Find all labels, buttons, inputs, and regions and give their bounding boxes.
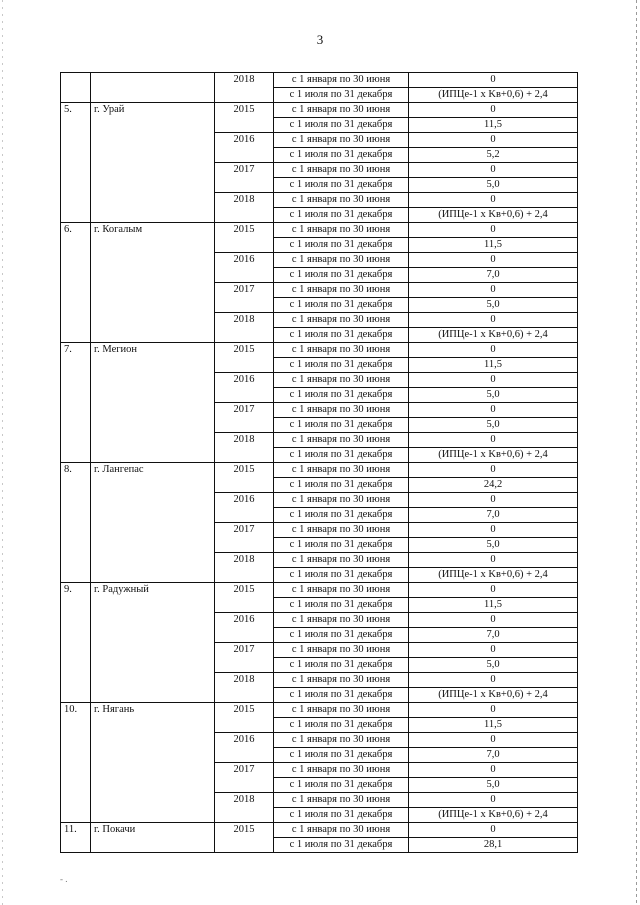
value-cell: 0 <box>409 793 578 808</box>
table-row <box>61 703 578 718</box>
value-cell: 0 <box>409 583 578 598</box>
value-cell: 0 <box>409 283 578 298</box>
year-cell: 2017 <box>215 403 274 433</box>
value-cell: 0 <box>409 613 578 628</box>
period-cell: с 1 июля по 31 декабря <box>274 388 409 403</box>
year-cell: 2016 <box>215 373 274 403</box>
municipality-name: г. Мегион <box>91 343 215 463</box>
year-cell: 2016 <box>215 253 274 283</box>
period-cell: с 1 июля по 31 декабря <box>274 658 409 673</box>
period-cell: с 1 июля по 31 декабря <box>274 238 409 253</box>
year-cell: 2016 <box>215 493 274 523</box>
period-cell: с 1 января по 30 июня <box>274 643 409 658</box>
year-cell: 2015 <box>215 223 274 253</box>
value-cell: 0 <box>409 463 578 478</box>
value-cell: 24,2 <box>409 478 578 493</box>
value-cell: 7,0 <box>409 508 578 523</box>
period-cell: с 1 июля по 31 декабря <box>274 598 409 613</box>
value-cell: 0 <box>409 193 578 208</box>
period-cell: с 1 января по 30 июня <box>274 463 409 478</box>
period-cell: с 1 июля по 31 декабря <box>274 688 409 703</box>
value-cell: 0 <box>409 433 578 448</box>
row-number <box>61 73 91 103</box>
period-cell: с 1 июля по 31 декабря <box>274 118 409 133</box>
value-cell: 11,5 <box>409 118 578 133</box>
value-cell: 0 <box>409 373 578 388</box>
table-row <box>61 823 578 838</box>
municipality-name: г. Лангепас <box>91 463 215 583</box>
value-cell: 0 <box>409 703 578 718</box>
value-cell: 11,5 <box>409 598 578 613</box>
value-cell: 11,5 <box>409 718 578 733</box>
period-cell: с 1 июля по 31 декабря <box>274 778 409 793</box>
tariff-table-body <box>61 73 578 853</box>
table-row <box>61 583 578 598</box>
period-cell: с 1 января по 30 июня <box>274 313 409 328</box>
period-cell: с 1 июля по 31 декабря <box>274 538 409 553</box>
table-row <box>61 103 578 118</box>
year-cell: 2016 <box>215 133 274 163</box>
period-cell: с 1 июля по 31 декабря <box>274 418 409 433</box>
value-cell: 0 <box>409 763 578 778</box>
year-cell: 2015 <box>215 103 274 133</box>
period-cell: с 1 января по 30 июня <box>274 163 409 178</box>
scan-edge-right <box>636 0 637 905</box>
period-cell: с 1 июля по 31 декабря <box>274 178 409 193</box>
year-cell: 2016 <box>215 733 274 763</box>
period-cell: с 1 января по 30 июня <box>274 193 409 208</box>
value-cell: 0 <box>409 673 578 688</box>
municipality-name: г. Нягань <box>91 703 215 823</box>
value-cell: (ИПЦe-1 x Kв+0,6) + 2,4 <box>409 448 578 463</box>
value-cell: 0 <box>409 523 578 538</box>
year-cell: 2018 <box>215 673 274 703</box>
value-cell: 5,0 <box>409 298 578 313</box>
municipality-name: г. Когалым <box>91 223 215 343</box>
value-cell: (ИПЦe-1 x Kв+0,6) + 2,4 <box>409 88 578 103</box>
period-cell: с 1 января по 30 июня <box>274 73 409 88</box>
period-cell: с 1 января по 30 июня <box>274 733 409 748</box>
row-number: 8. <box>61 463 91 583</box>
year-cell: 2015 <box>215 583 274 613</box>
row-number: 10. <box>61 703 91 823</box>
year-cell: 2015 <box>215 463 274 493</box>
year-cell: 2017 <box>215 163 274 193</box>
period-cell: с 1 июля по 31 декабря <box>274 838 409 853</box>
scan-footer-mark: - . <box>60 874 68 884</box>
year-cell: 2016 <box>215 613 274 643</box>
table-row <box>61 463 578 478</box>
period-cell: с 1 января по 30 июня <box>274 493 409 508</box>
period-cell: с 1 января по 30 июня <box>274 553 409 568</box>
period-cell: с 1 июля по 31 декабря <box>274 628 409 643</box>
value-cell: 0 <box>409 313 578 328</box>
period-cell: с 1 июля по 31 декабря <box>274 208 409 223</box>
value-cell: 7,0 <box>409 628 578 643</box>
period-cell: с 1 июля по 31 декабря <box>274 568 409 583</box>
period-cell: с 1 января по 30 июня <box>274 283 409 298</box>
value-cell: 0 <box>409 823 578 838</box>
municipality-name <box>91 73 215 103</box>
value-cell: 5,0 <box>409 538 578 553</box>
year-cell: 2018 <box>215 433 274 463</box>
period-cell: с 1 июля по 31 декабря <box>274 358 409 373</box>
year-cell: 2015 <box>215 823 274 853</box>
value-cell: 11,5 <box>409 238 578 253</box>
value-cell: 0 <box>409 403 578 418</box>
year-cell: 2015 <box>215 703 274 733</box>
value-cell: 5,0 <box>409 418 578 433</box>
value-cell: 0 <box>409 493 578 508</box>
period-cell: с 1 июля по 31 декабря <box>274 328 409 343</box>
period-cell: с 1 января по 30 июня <box>274 373 409 388</box>
year-cell: 2018 <box>215 313 274 343</box>
table-row <box>61 223 578 238</box>
period-cell: с 1 января по 30 июня <box>274 103 409 118</box>
value-cell: 0 <box>409 733 578 748</box>
page-number: 3 <box>316 32 324 47</box>
value-cell: 0 <box>409 553 578 568</box>
value-cell: 7,0 <box>409 748 578 763</box>
value-cell: 5,2 <box>409 148 578 163</box>
period-cell: с 1 июля по 31 декабря <box>274 448 409 463</box>
value-cell: 7,0 <box>409 268 578 283</box>
municipality-name: г. Урай <box>91 103 215 223</box>
period-cell: с 1 января по 30 июня <box>274 253 409 268</box>
value-cell: 0 <box>409 253 578 268</box>
value-cell: 0 <box>409 103 578 118</box>
value-cell: 5,0 <box>409 178 578 193</box>
scan-edge-left <box>2 0 3 905</box>
table-row <box>61 343 578 358</box>
row-number: 11. <box>61 823 91 853</box>
period-cell: с 1 января по 30 июня <box>274 613 409 628</box>
value-cell: 0 <box>409 643 578 658</box>
municipality-name: г. Покачи <box>91 823 215 853</box>
period-cell: с 1 января по 30 июня <box>274 823 409 838</box>
year-cell: 2018 <box>215 793 274 823</box>
year-cell: 2017 <box>215 523 274 553</box>
period-cell: с 1 января по 30 июня <box>274 673 409 688</box>
tariff-table <box>60 72 578 853</box>
value-cell: 28,1 <box>409 838 578 853</box>
period-cell: с 1 июля по 31 декабря <box>274 298 409 313</box>
value-cell: (ИПЦe-1 x Kв+0,6) + 2,4 <box>409 328 578 343</box>
value-cell: 0 <box>409 223 578 238</box>
row-number: 7. <box>61 343 91 463</box>
period-cell: с 1 января по 30 июня <box>274 223 409 238</box>
table-row <box>61 73 578 88</box>
period-cell: с 1 июля по 31 декабря <box>274 748 409 763</box>
value-cell: 0 <box>409 133 578 148</box>
year-cell: 2017 <box>215 643 274 673</box>
period-cell: с 1 января по 30 июня <box>274 583 409 598</box>
row-number: 9. <box>61 583 91 703</box>
value-cell: 11,5 <box>409 358 578 373</box>
value-cell: 0 <box>409 73 578 88</box>
period-cell: с 1 января по 30 июня <box>274 763 409 778</box>
value-cell: 5,0 <box>409 778 578 793</box>
year-cell: 2018 <box>215 553 274 583</box>
value-cell: 0 <box>409 343 578 358</box>
period-cell: с 1 июля по 31 декабря <box>274 718 409 733</box>
year-cell: 2015 <box>215 343 274 373</box>
period-cell: с 1 июля по 31 декабря <box>274 148 409 163</box>
value-cell: 5,0 <box>409 658 578 673</box>
period-cell: с 1 января по 30 июня <box>274 793 409 808</box>
period-cell: с 1 января по 30 июня <box>274 133 409 148</box>
year-cell: 2018 <box>215 193 274 223</box>
value-cell: 0 <box>409 163 578 178</box>
period-cell: с 1 июля по 31 декабря <box>274 508 409 523</box>
value-cell: 5,0 <box>409 388 578 403</box>
period-cell: с 1 января по 30 июня <box>274 523 409 538</box>
row-number: 5. <box>61 103 91 223</box>
period-cell: с 1 января по 30 июня <box>274 703 409 718</box>
period-cell: с 1 января по 30 июня <box>274 433 409 448</box>
year-cell: 2017 <box>215 763 274 793</box>
municipality-name: г. Радужный <box>91 583 215 703</box>
value-cell: (ИПЦe-1 x Kв+0,6) + 2,4 <box>409 568 578 583</box>
value-cell: (ИПЦe-1 x Kв+0,6) + 2,4 <box>409 808 578 823</box>
period-cell: с 1 июля по 31 декабря <box>274 268 409 283</box>
period-cell: с 1 января по 30 июня <box>274 343 409 358</box>
value-cell: (ИПЦe-1 x Kв+0,6) + 2,4 <box>409 688 578 703</box>
row-number: 6. <box>61 223 91 343</box>
value-cell: (ИПЦe-1 x Kв+0,6) + 2,4 <box>409 208 578 223</box>
period-cell: с 1 января по 30 июня <box>274 403 409 418</box>
period-cell: с 1 июля по 31 декабря <box>274 88 409 103</box>
period-cell: с 1 июля по 31 декабря <box>274 808 409 823</box>
year-cell: 2018 <box>215 73 274 103</box>
year-cell: 2017 <box>215 283 274 313</box>
period-cell: с 1 июля по 31 декабря <box>274 478 409 493</box>
